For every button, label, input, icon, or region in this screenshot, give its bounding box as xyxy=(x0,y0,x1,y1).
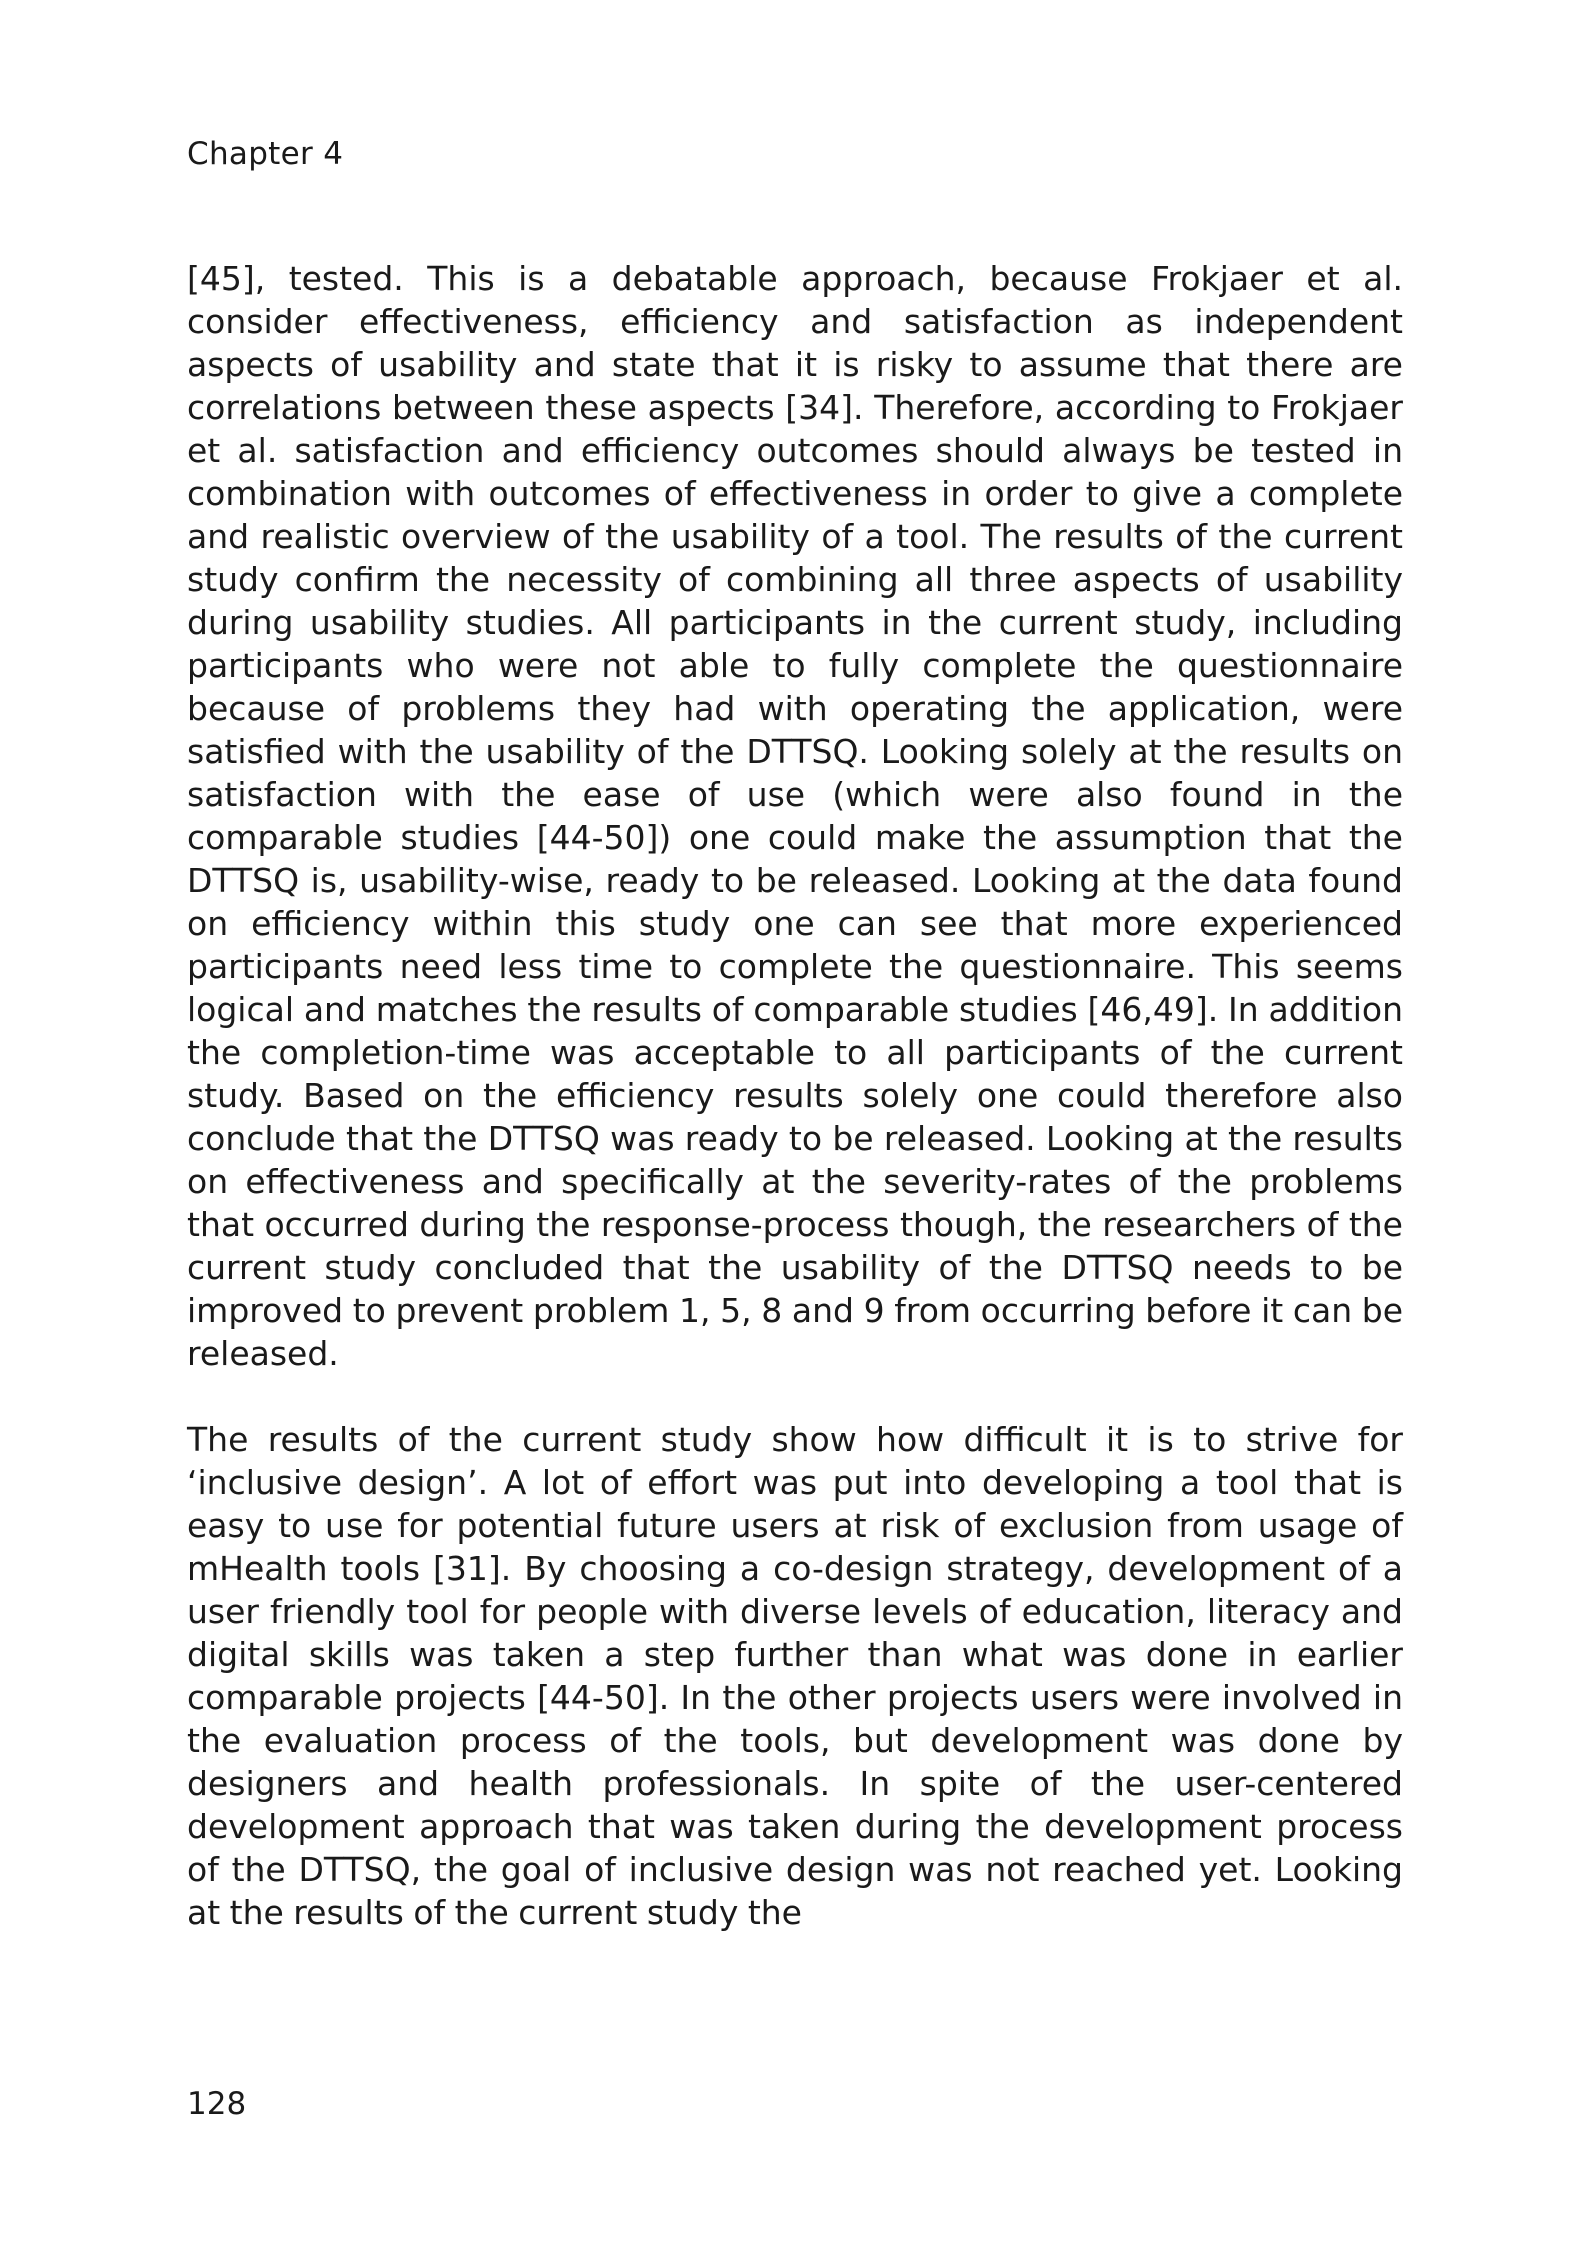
page-number: 128 xyxy=(187,2086,247,2122)
paragraph-2: The results of the current study show how difficult it is to strive for ‘inclusive design’. A lot of effort was put into developing a tool that is easy to use for potential future users at risk of exclusion from usage of mHealth tools [31]. By choosing a co-design strategy, development of a user friendly tool for people with diverse levels of education, literacy and digital skills was taken a step further than what was done in earlier comparable projects [44-50]. In the other projects users were involved in the evaluation process of the tools, but development was done by designers and health professionals. In spite of the user-centered development approach that was taken during the development process of the DTTSQ, the goal of inclusive design was not reached yet. Looking at the results of the current study the xyxy=(187,1420,1403,1932)
running-header: Chapter 4 xyxy=(187,136,344,172)
paragraph-1: [45], tested. This is a debatable approach, because Frokjaer et al. consider effectiveness, efficiency and satisfaction as independent aspects of usability and state that it is risky to assume that there are correlations between these aspects [34]. Therefore, according to Frokjaer et al. satisfaction and efficiency outcomes should always be tested in combination with outcomes of effectiveness in order to give a complete and realistic overview of the usability of a tool. The results of the current study confirm the necessity of combining all three aspects of usability during usability studies. All participants in the current study, including participants who were not able to fully complete the questionnaire because of problems they had with operating the application, were satisfied with the usability of the DTTSQ. Looking solely at the results on satisfaction with the ease of use (which were also found in the comparable studies [44-50]) one could make the assumption that the DTTSQ is, usability-wise, ready to be released. Looking at the data found on efficiency within this study one can see that more experienced participants need less time to complete the questionnaire. This seems logical and matches the results of comparable studies [46,49]. In addition the completion-time was acceptable to all participants of the current study. Based on the efficiency results solely one could therefore also conclude that the DTTSQ was ready to be released. Looking at the results on effectiveness and specifically at the severity-rates of the problems that occurred during the response-process though, the researchers of the current study concluded that the usability of the DTTSQ needs to be improved to prevent problem 1, 5, 8 and 9 from occurring before it can be released. xyxy=(187,259,1403,1373)
body-text xyxy=(187,257,1403,1934)
